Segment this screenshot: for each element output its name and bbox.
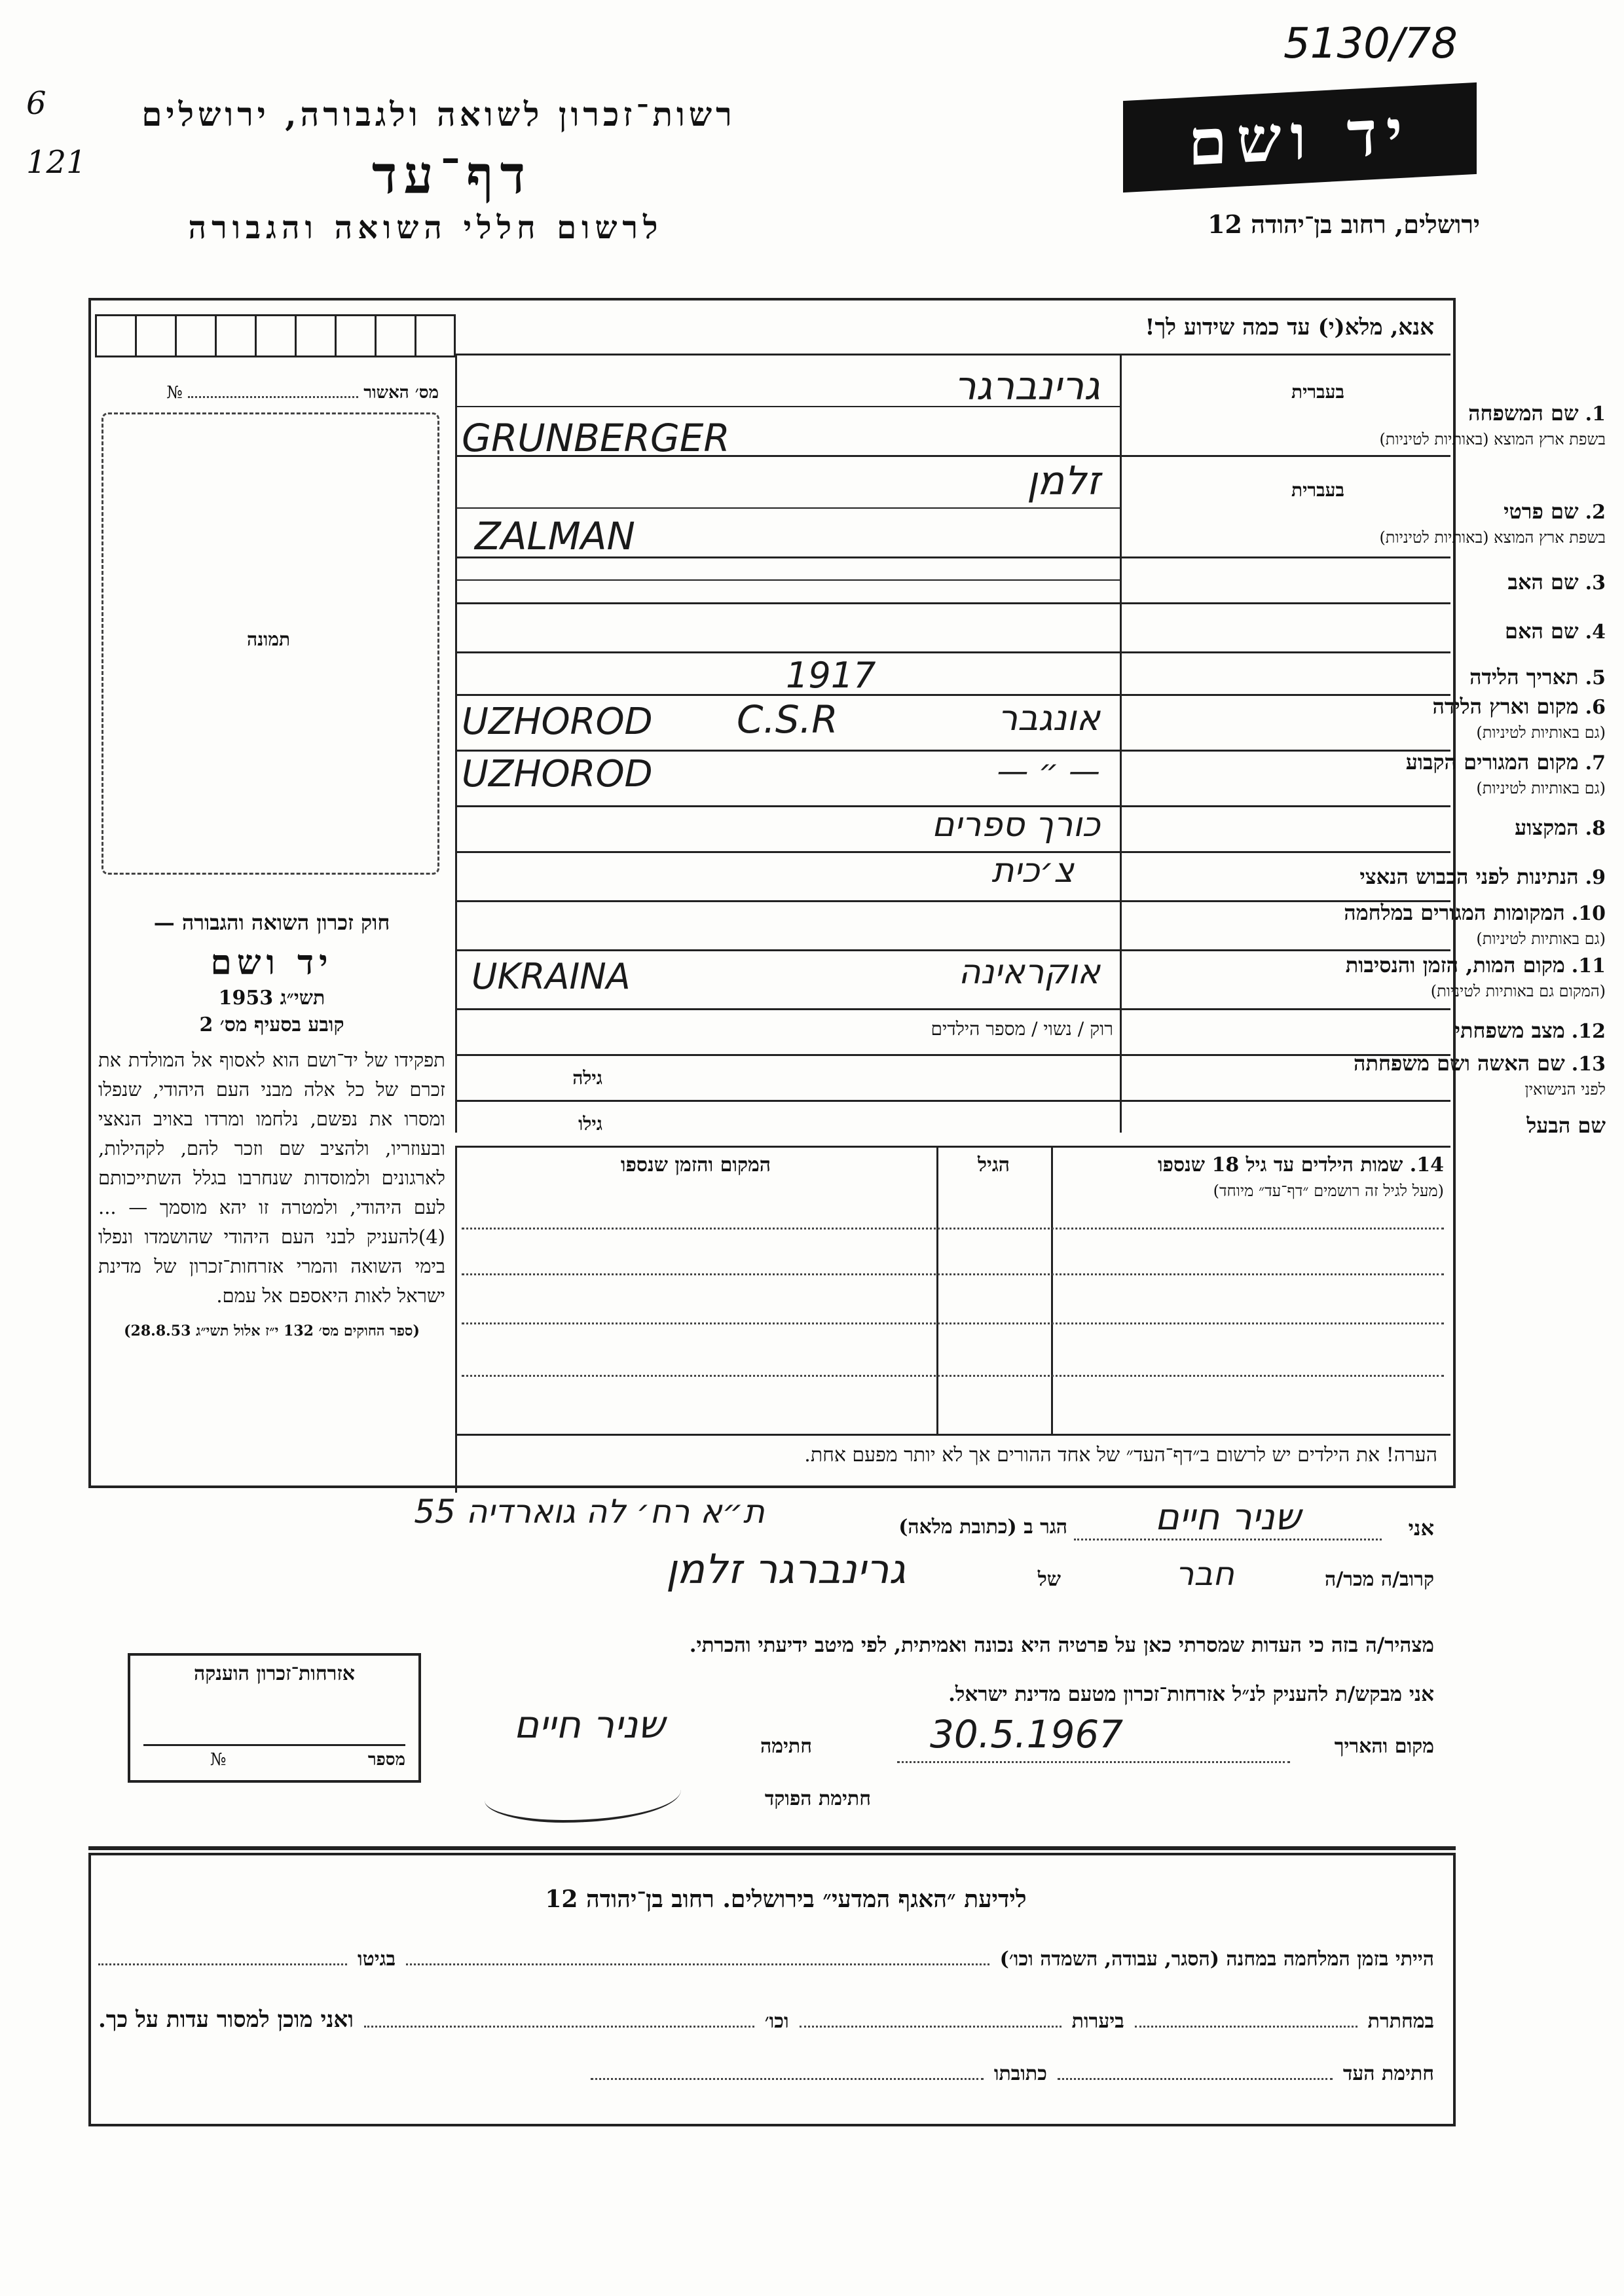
approval-number [111,383,439,403]
footer-line-1 [98,1948,1434,1971]
field-death-place: 11.מקום המות, הזמן והנסיבות (המקום גם באותיות לטיניות) [1345,953,1606,1000]
signature-label: חתימה [760,1735,812,1758]
law-year: תשי״ג 1953 [218,987,325,1010]
family-name-hebrew: גרינברגר [953,363,1100,409]
field-profession: 8.המקצוע [1515,815,1606,840]
citizenship-value: צ׳כית [991,851,1074,890]
footer-camp-label: הייתי בזמן המלחמה במחנה (הסגר, עבודה, השמדה וכו׳) [999,1948,1434,1971]
form-subtitle: לרשום חללי השואה והגבורה [188,210,663,246]
first-name-hebrew: זלמן [1027,458,1100,504]
decl-date: 30.5.1967 [930,1712,1124,1757]
children-label: 14. שמות הילדים עד גיל 18 שנספו [1157,1154,1444,1176]
field-first-name: בעברית 2.שם פרטי בשפת ארץ המוצא (באותיות לטיניות) [1291,479,1606,547]
footer-title: לידיעת ״האגף המדעי״ בירושלים. רחוב בן־יהודה 12 [545,1886,1027,1913]
wife-age-label: גילה [572,1067,602,1089]
archive-number: 5130/78 [1283,20,1458,68]
photo-label: תמונה [246,629,291,650]
footer-line-2 [98,2007,1434,2033]
in-hebrew-label: בעברית [1291,381,1345,403]
law-source: (ספר החוקים מס׳ 132 י״ז אלול תשי״ג 28.8.53) [124,1322,420,1339]
residence-hebrew: — ״ — [997,753,1100,790]
law-clause: קובע בסעיף מס׳ 2 [199,1013,344,1036]
field-family-name: בעברית 1.שם המשפחה בשפת ארץ המוצא (באותיות לטיניות) [1291,381,1606,448]
profession-value: כורך ספרים [931,805,1100,845]
children-note: הערה! את הילדים יש לרשום ב״דף־העד״ של אחד ההורים אך לא יותר מפעם אחת. [804,1444,1437,1467]
birth-place-latin: UZHOROD [462,701,653,743]
decl-request: אני מבקש/ת להעניק לנ״ל אזרחות־זכרון מטעם מדינת ישראל. [948,1683,1434,1706]
in-hebrew-label: בעברית [1291,479,1345,501]
field-marital-status: 12.מצב משפחתי [1454,1018,1606,1043]
place-date-label: מקום והאריך [1334,1735,1434,1758]
memorial-number-symbol: № [210,1750,227,1770]
relation-label: קרוב/ה מכר/ה [1325,1568,1434,1591]
field-citizenship: 9.הנתינות לפני הכבוש הנאצי [1359,864,1606,889]
footer-forests-label: ביערות [1071,2010,1124,2033]
family-name-latin: GRUNBERGER [462,416,730,460]
logo-text: יד ושם [1188,94,1412,180]
approval-symbol: № [166,383,183,403]
instruction: אנא, מלא(י) עד כמה שידוע לך! [1145,314,1434,340]
field-husband-name: שם הבעל [1526,1113,1606,1138]
footer-ghetto-label: בגיטו [358,1948,396,1971]
officer-signature [485,1768,681,1823]
law-body: תפקידו של יד־ושם הוא לאסוף אל המולדת את זכרם של כל אלה מבני העם היהודי, שנפלו ומסרו את נפשם, נלחמו ומרדו באויב הנאצי ובעוזריו, ולהציב שם וזכר להם, לקהילות, לארגונים ולמוסדות שנחרבו בגלל השתייכותם לעם היהודי, ולמטרה זו יהא מוסמך — ...(4)להעניק לבני העם היהודי שהושמדו ונפלו בימי השואה והמרי אזרחות־זכרון של מדינת ישראל לאות היאספם אל עמם. [98,1049,445,1307]
footer-testimony-label: ואני מוכן למסור עדות על כך. [98,2007,354,2033]
death-place-hebrew: אוקראינה [958,953,1100,992]
law-box [98,910,445,1339]
margin-note: 6 [26,85,46,122]
witness-signature: שניר חיים [513,1702,665,1747]
field-residence: 7.מקום המגורים הקבוע (גם באותיות לטיניות) [1405,750,1606,797]
children-sub: (מעל לגיל זה רושמים ״דף־עד״ מיוחד) [1213,1182,1444,1200]
residing-label: הגר ב (כתובת מלאה) [898,1516,1067,1539]
relation-value: חבר [1175,1555,1234,1593]
birth-date-value: 1917 [786,655,876,696]
witness-name: שניר חיים [1154,1496,1301,1539]
field-mother-name: 4.שם האם [1504,619,1606,644]
law-title: חוק זכרון השואה והגבורה — [153,910,390,935]
yad-vashem-logo [1123,82,1477,192]
form-title: דף־עד [371,144,532,206]
husband-age-label: גילו [578,1113,602,1135]
field-father-name: 3.שם האב [1507,570,1606,594]
field-birth-date: 5.תאריך הלידה [1469,665,1606,689]
footer-address-label: כתובתו [993,2062,1047,2085]
footer-etc-label: וכו׳ [764,2010,789,2033]
of-label: של [1037,1568,1061,1591]
death-place-latin: UKRAINA [471,956,631,997]
residence-latin: UZHOROD [462,753,653,795]
footer-underground-label: במחתרת [1367,2010,1434,2033]
margin-note: 121 [26,144,86,181]
institution-name: רשות־זכרון לשואה ולגבורה, ירושלים [141,95,736,134]
marital-status-options: רוק / נשוי / מספר הילדים [931,1018,1113,1040]
footer-witness-signature-label: חתימת העד [1342,2062,1434,2085]
officer-signature-label: חתימת הפוקד [764,1787,871,1810]
decl-statement: מצהיר/ה בזה כי העדות שמסרתי כאן על פרטיה היא נכונה ואמיתית, לפי מיטב ידיעתי והכרתי. [689,1633,1434,1657]
address: ירושלים, רחוב בן־יהודה 12 [1208,210,1480,239]
field-wife-name: 13.שם האשה ושם משפחתה לפני הנישואין [1354,1051,1606,1099]
victim-name: גרינברגר זלמן [665,1545,906,1593]
memorial-box [128,1653,421,1783]
children-age-header: הגיל [977,1154,1010,1176]
decl-i-label: אני [1408,1516,1434,1540]
birth-place-hebrew: אונגבר [997,697,1100,738]
field-wartime-residence: 10.המקומות המגורים במלחמה (גם באותיות לטיניות) [1344,900,1606,948]
law-name: יד ושם [210,943,333,983]
field-birth-place: 6.מקום וארץ הלידה (גם באותיות לטיניות) [1432,694,1606,742]
children-place-header: המקום והזמן שנספו [620,1154,771,1176]
code-boxes [95,314,456,357]
footer-line-3 [98,2062,1434,2085]
birth-place-country: C.S.R [737,697,838,742]
first-name-latin: ZALMAN [475,514,635,558]
memorial-title: אזרחות־זכרון הוענקה [193,1662,356,1685]
memorial-number-label: מספר [367,1750,405,1770]
approval-label: מס׳ האשור [363,383,439,403]
witness-address: ת״א רח׳ לה גוארדיה 55 [414,1493,765,1531]
